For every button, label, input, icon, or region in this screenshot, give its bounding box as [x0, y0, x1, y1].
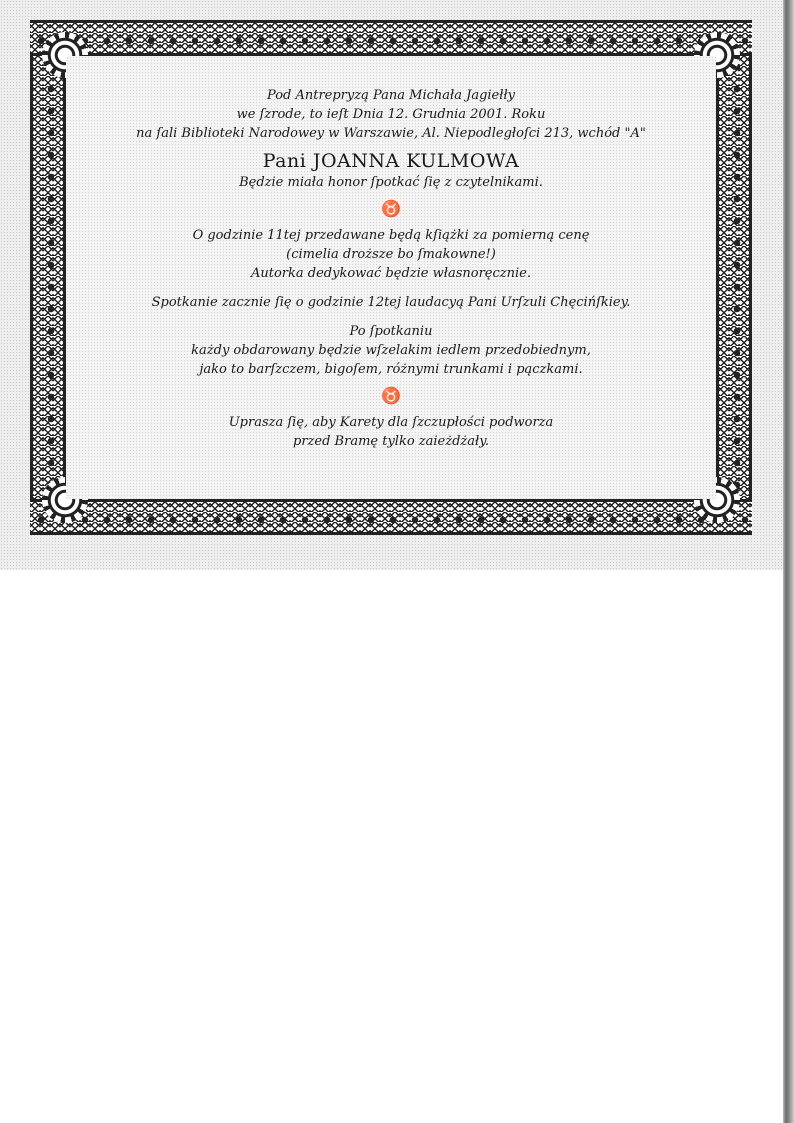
ornamental-border-top	[30, 20, 752, 56]
after-line: jako to barſzczem, bigoſem, różnymi trunkami i pączkami.	[199, 362, 583, 377]
invitation-text	[66, 86, 716, 451]
after-line: Po ſpotkaniu	[349, 324, 433, 339]
request-line: przed Bramę tylko zaieżdżały.	[293, 434, 489, 449]
scanner-edge-shadow	[783, 0, 794, 1123]
after-line: każdy obdarowany będzie wſzelakim iedlem przedobiednym,	[191, 343, 591, 358]
request-line: Uprasza ſię, aby Karety dla ſzczupłości podworza	[228, 415, 554, 430]
author-name: Pani JOANNA KULMOWA	[262, 150, 520, 172]
header-line: we ſzrode, to ieſt Dnia 12. Grudnia 2001. Roku	[236, 107, 546, 122]
ornament-icon: ♉	[381, 386, 401, 405]
ornament-icon: ♉	[381, 199, 401, 218]
sales-line: (cimelia droższe bo ſmakowne!)	[286, 247, 496, 262]
header-line: Pod Antrepryzą Pana Michała Jagiełły	[266, 88, 516, 103]
sales-line: O godzinie 11tej przedawane będą kſiążki za pomierną cenę	[192, 228, 590, 243]
start-line: Spotkanie zacznie ſię o godzinie 12tej laudacyą Pani Urſzuli Chęcińſkiey.	[151, 295, 631, 310]
invitation-card	[30, 20, 752, 535]
honor-line: Będzie miała honor ſpotkać ſię z czytelnikami.	[239, 175, 543, 190]
header-line: na ſali Biblioteki Narodowey w Warszawie, Al. Niepodległoſci 213, wchód "A"	[136, 126, 646, 141]
ornamental-border-right	[716, 56, 752, 499]
ornamental-border-bottom	[30, 499, 752, 535]
sales-line: Autorka dedykować będzie własnoręcznie.	[251, 266, 531, 281]
ornamental-border-left	[30, 56, 66, 499]
invitation-body	[66, 56, 716, 499]
